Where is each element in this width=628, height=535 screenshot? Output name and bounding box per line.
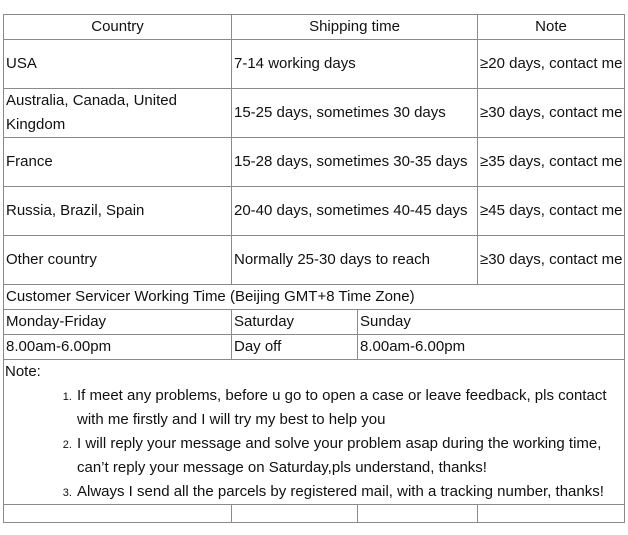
table-row xyxy=(4,89,625,138)
header-row xyxy=(4,15,625,40)
shipping-time-cell: 15-25 days, sometimes 30 days xyxy=(232,89,478,138)
table-row xyxy=(4,236,625,285)
empty-cell xyxy=(4,505,232,523)
service-days-row xyxy=(4,310,625,335)
day-cell-saturday: Saturday xyxy=(232,310,358,335)
notes-list xyxy=(5,384,624,504)
list-item: 2. I will reply your message and solve your problem asap during the working time, can’t reply your message on Saturday,pls understand, thanks! xyxy=(75,432,624,480)
table-row xyxy=(4,40,625,89)
country-cell: France xyxy=(4,138,232,187)
service-time-title: Customer Servicer Working Time (Beijing GMT+8 Time Zone) xyxy=(4,285,625,310)
header-shipping-time: Shipping time xyxy=(232,15,478,40)
header-note: Note xyxy=(478,15,625,40)
empty-cell xyxy=(232,505,358,523)
note-cell: ≥30 days, contact me xyxy=(478,236,625,285)
hours-cell-sunday: 8.00am-6.00pm xyxy=(358,335,625,360)
empty-row xyxy=(4,505,625,523)
empty-cell xyxy=(478,505,625,523)
country-cell: Russia, Brazil, Spain xyxy=(4,187,232,236)
shipping-info-table xyxy=(3,14,625,523)
hours-cell-weekdays: 8.00am-6.00pm xyxy=(4,335,232,360)
header-country: Country xyxy=(4,15,232,40)
table-row xyxy=(4,138,625,187)
empty-cell xyxy=(358,505,478,523)
day-cell-sunday: Sunday xyxy=(358,310,625,335)
day-cell-weekdays: Monday-Friday xyxy=(4,310,232,335)
note-cell: ≥45 days, contact me xyxy=(478,187,625,236)
service-title-row xyxy=(4,285,625,310)
country-cell: Other country xyxy=(4,236,232,285)
notes-row xyxy=(4,360,625,505)
note-cell: ≥20 days, contact me xyxy=(478,40,625,89)
list-item: 1. If meet any problems, before u go to open a case or leave feedback, pls contact with me firstly and I will try my best to help you xyxy=(75,384,624,432)
shipping-time-cell: 7-14 working days xyxy=(232,40,478,89)
shipping-time-cell: 20-40 days, sometimes 40-45 days xyxy=(232,187,478,236)
table-row xyxy=(4,187,625,236)
hours-cell-saturday: Day off xyxy=(232,335,358,360)
notes-title: Note: xyxy=(5,363,41,380)
note-cell: ≥35 days, contact me xyxy=(478,138,625,187)
country-cell: Australia, Canada, United Kingdom xyxy=(4,89,232,138)
notes-cell xyxy=(4,360,625,505)
shipping-time-cell: Normally 25-30 days to reach xyxy=(232,236,478,285)
country-cell: USA xyxy=(4,40,232,89)
note-cell: ≥30 days, contact me xyxy=(478,89,625,138)
service-hours-row xyxy=(4,335,625,360)
shipping-time-cell: 15-28 days, sometimes 30-35 days xyxy=(232,138,478,187)
list-item: 3. Always I send all the parcels by registered mail, with a tracking number, thanks! xyxy=(75,480,624,504)
